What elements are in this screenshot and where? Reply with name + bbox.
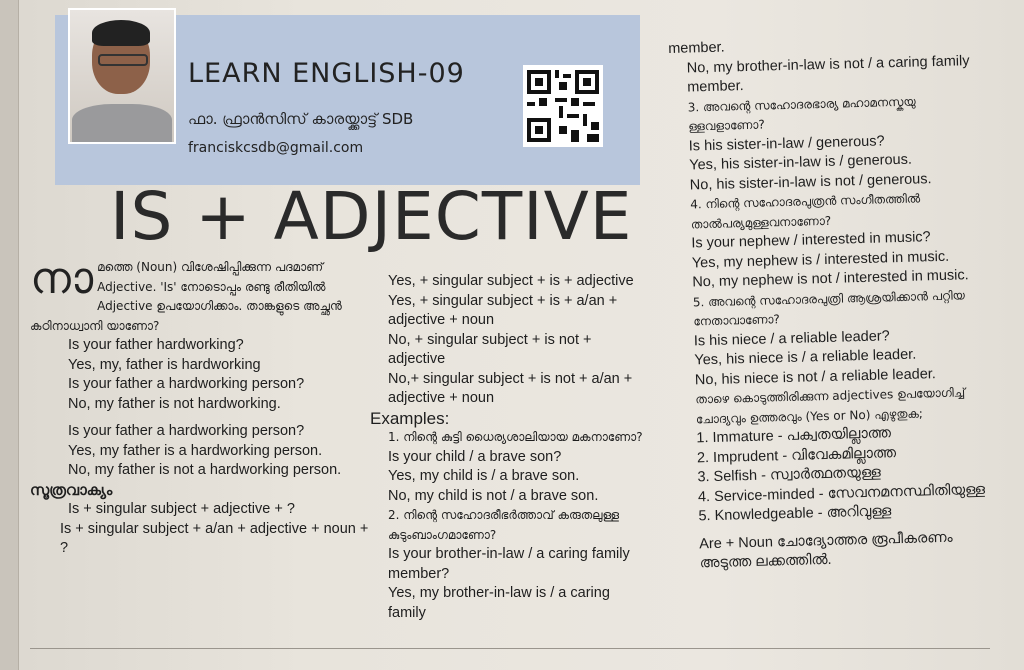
next-issue-note: Are + Noun ചോദ്യോത്തര രൂപീകരണം അടുത്ത ലക്കത്തിൽ.: [698, 529, 953, 572]
author-name: ഫാ. ഫ്രാൻസിസ് കാരയ്ക്കാട്ട് SDB: [188, 110, 414, 128]
example-line: Is your father hardworking?: [68, 337, 244, 353]
example-line: Yes, his sister-in-law is / generous.: [689, 151, 913, 174]
main-headline: IS + ADJECTIVE: [110, 178, 633, 255]
example-line: No, my child is not / a brave son.: [388, 487, 599, 504]
rule-line: Yes, + singular subject + is + a/an + adjective + noun: [388, 292, 618, 328]
example-line: No, my father is not a hardworking person.: [68, 462, 342, 478]
formula-line: Is + singular subject + a/an + adjective + noun + ?: [60, 520, 369, 556]
adjective-item: 2. Imprudent - വിവേകമില്ലാത്ത: [696, 444, 897, 466]
example-line: Is his sister-in-law / generous?: [688, 132, 885, 154]
example-line: No, my brother-in-law is not / a caring family member.: [686, 52, 970, 96]
example-line: Is your child / a brave son?: [388, 448, 562, 465]
example-question-ml: 2. നിന്റെ സഹോദരീഭർത്താവ് കരുതലുള്ള കുടുംബാംഗമാണോ?: [388, 508, 619, 542]
example-line: Is your father a hardworking person?: [68, 376, 305, 392]
series-title: LEARN ENGLISH-09: [188, 58, 465, 89]
adjective-item: 4. Service-minded - സേവനമനസ്ഥിതിയുള്ള: [697, 481, 986, 505]
column-2: [370, 272, 650, 623]
example-line: Yes, my brother-in-law is / a caring family: [388, 585, 610, 621]
example-line: Yes, his niece is / a reliable leader.: [694, 346, 917, 369]
example-question-ml: 3. അവന്റെ സഹോദരഭാര്യ മഹാമനസ്കയു ള്ളവളാണോ?: [687, 94, 916, 134]
example-line: No, my nephew is not / interested in music.: [692, 267, 969, 291]
example-line: Yes, my child is / a brave son.: [388, 468, 580, 484]
author-email: franciskcsdb@gmail.com: [188, 140, 364, 156]
example-line: Yes, my nephew is / interested in music.: [691, 248, 950, 271]
rule-line: Yes, + singular subject + is + adjective: [388, 273, 634, 289]
example-line: Is your brother-in-law / a caring family member?: [388, 546, 630, 582]
example-line: Is your father a hardworking person?: [68, 423, 305, 439]
column-3: [668, 32, 992, 574]
author-photo: [68, 8, 176, 144]
adjective-item: 5. Knowledgeable - അറിവുള്ള: [698, 503, 892, 525]
example-question-ml: 5. അവന്റെ സഹോദരപുത്രി ആശ്രയിക്കാൻ പറ്റിയ നേതാവാണോ?: [692, 287, 966, 329]
rule-line: No, + singular subject + is not + adjective: [388, 331, 592, 367]
intro-paragraph: മത്തെ (Noun) വിശേഷിപ്പിക്കുന്ന പദമാണ് Adjective. 'Is' നോടൊപ്പം രണ്ടു രീതിയിൽ Adjective ഉപയോഗിക്കാം. താങ്കളുടെ അച്ഛൻ കഠിനാധ്വാനി യാണോ?: [30, 260, 342, 333]
example-line: No, his niece is not / a reliable leader.: [694, 365, 937, 388]
page-edge: [0, 0, 19, 670]
drop-cap: നാ: [30, 253, 94, 304]
example-line: No, his sister-in-law is not / generous.: [689, 170, 932, 193]
formula-heading: സൂത്രവാക്യം: [30, 480, 113, 499]
adjective-item: 3. Selfish - സ്വാർത്ഥതയുള്ള: [697, 464, 881, 486]
example-line: Yes, my, father is hardworking: [68, 356, 261, 373]
examples-heading: Examples:: [370, 408, 450, 428]
formula-line: Is + singular subject + adjective + ?: [68, 501, 295, 517]
task-instruction: താഴെ കൊടുത്തിരിക്കുന്ന adjectives ഉപയോഗിച്ച് ചോദ്യവും ഉത്തരവും (Yes or No) എഴുതുക;: [695, 385, 966, 426]
qr-code: [523, 65, 603, 147]
column-1: [30, 253, 375, 559]
example-line: member.: [668, 39, 725, 57]
example-line: No, my father is not hardworking.: [68, 395, 281, 412]
example-line: Is his niece / a reliable leader?: [693, 327, 890, 349]
adjective-item: 1. Immature - പക്വതയില്ലാത്ത: [696, 425, 892, 447]
rule-line: No,+ singular subject + is not + a/an + adjective + noun: [388, 370, 633, 406]
example-line: Yes, my father is a hardworking person.: [68, 442, 323, 459]
example-question-ml: 1. നിന്റെ കുട്ടി ധൈര്യശാലിയായ മകനാണോ?: [388, 430, 643, 444]
example-question-ml: 4. നിന്റെ സഹോദരപുത്രൻ സംഗീതത്തിൽ താൽപര്യമുള്ളവനാണോ?: [690, 191, 921, 231]
bottom-rule: [30, 648, 990, 649]
example-line: Is your nephew / interested in music?: [691, 229, 931, 252]
